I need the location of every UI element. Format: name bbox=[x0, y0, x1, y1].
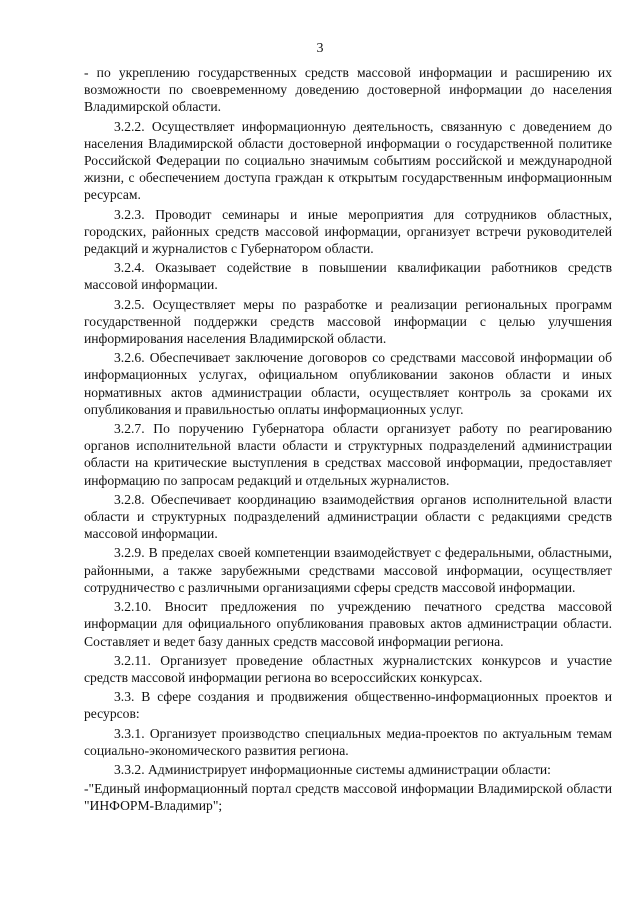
paragraph: -"Единый информационный портал средств массовой информации Владимирской области "ИНФОРМ-Владимир"; bbox=[84, 781, 612, 814]
paragraph: - по укреплению государственных средств массовой информации и расширению их возможности по своевременному доведению достоверной информации до населения Владимирской области. bbox=[84, 65, 612, 115]
paragraph: 3.3. В сфере создания и продвижения общественно-информационных проектов и ресурсов: bbox=[84, 689, 612, 722]
paragraph: 3.2.10. Вносит предложения по учреждению печатного средства массовой информации для официального опубликования правовых актов администрации области. Составляет и ведет базу данных средств массовой информации региона. bbox=[84, 599, 612, 649]
paragraph: 3.2.8. Обеспечивает координацию взаимодействия органов исполнительной власти области и структурных подразделений администрации области с редакциями средств массовой информации. bbox=[84, 491, 612, 542]
paragraph: 3.2.5. Осуществляет меры по разработке и реализации региональных программ государственной поддержки средств массовой информации с целью улучшения информирования населения Владимирской области. bbox=[84, 296, 612, 347]
page-number: 3 bbox=[316, 41, 324, 56]
paragraph: 3.2.11. Организует проведение областных журналистских конкурсов и участие средств массовой информации региона во всероссийских конкурсах. bbox=[84, 652, 612, 685]
paragraph: 3.2.2. Осуществляет информационную деятельность, связанную с доведением до населения Владимирской области достоверной информации о государственной политике Российской Федерации по социально значимым событиям российской и международной жизни, с обеспечением доступа граждан к открытым государственным информационным ресурсам. bbox=[84, 118, 612, 203]
paragraph: 3.3.1. Организует производство специальных медиа-проектов по актуальным темам социально-экономического развития региона. bbox=[84, 725, 612, 758]
paragraph: 3.2.7. По поручению Губернатора области организует работу по реагированию органов исполнительной власти области и структурных подразделений администрации области на критические выступления в средствах массовой информации, предоставляет информацию по запросам редакций и отдельных журналистов. bbox=[84, 421, 612, 488]
paragraph: 3.2.6. Обеспечивает заключение договоров со средствами массовой информации об информационных услугах, официальном опубликовании законов области и иных нормативных актов администрации области, осуществляет контроль за сроками их опубликования и правильностью оплаты информационных услуг. bbox=[84, 350, 612, 417]
paragraph: 3.3.2. Администрирует информационные системы администрации области: bbox=[114, 761, 551, 777]
document-body bbox=[84, 64, 612, 815]
paragraph: 3.2.9. В пределах своей компетенции взаимодействует с федеральными, областными, районными, а также зарубежными средствами массовой информации, осуществляет сотрудничество с различными организациями сферы средств массовой информации. bbox=[84, 545, 612, 595]
paragraph: 3.2.3. Проводит семинары и иные мероприятия для сотрудников областных, городских, районных средств массовой информации, организует встречи руководителей редакций и журналистов с Губернатором области. bbox=[84, 206, 612, 257]
paragraph: 3.2.4. Оказывает содействие в повышении квалификации работников средств массовой информации. bbox=[84, 260, 612, 293]
